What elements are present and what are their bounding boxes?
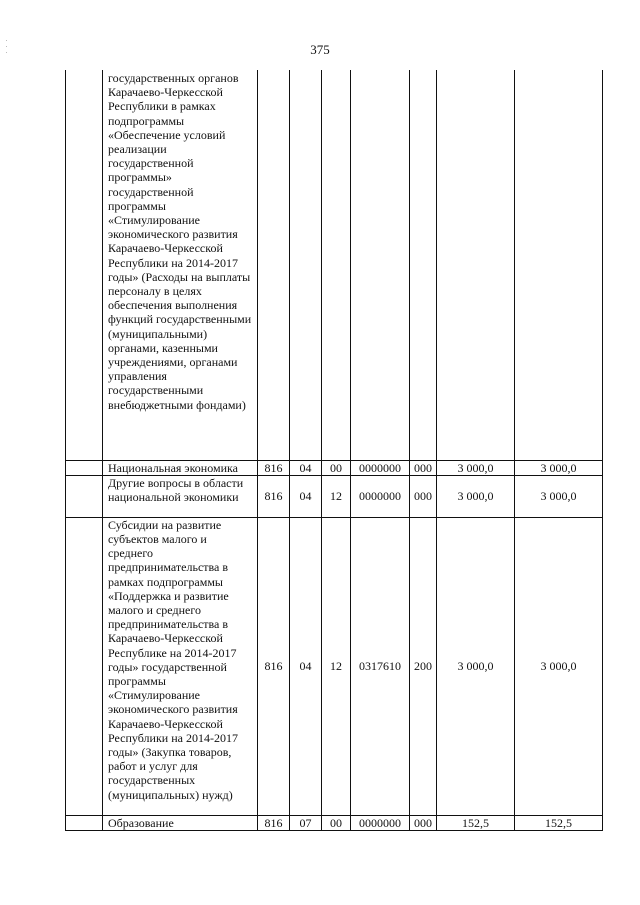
table-row <box>66 475 603 517</box>
ministry-code: 816 <box>258 475 290 517</box>
blank-cell <box>66 460 103 475</box>
amount-1: 3 000,0 <box>437 475 515 517</box>
type-code: 000 <box>410 815 437 830</box>
subsection-code: 12 <box>322 517 351 815</box>
subsection-code <box>322 70 351 460</box>
row-name: государственных органов Карачаево-Черкесской Республики в рамках подпрограммы «Обеспечение условий реализации государственной программы» государственной программы «Стимулирование экономического развития Карачаево-Черкесской Республики на 2014-2017 годы» (Расходы на выплаты персоналу в целях обеспечения выполнения функций государственными (муниципальными) органами, казенными учреждениями, органами управления государственными внебюджетными фондами) <box>103 70 258 460</box>
table-row <box>66 815 603 830</box>
blank-cell <box>66 70 103 460</box>
amount-2: 152,5 <box>515 815 603 830</box>
section-code: 04 <box>290 517 322 815</box>
target-code: 0000000 <box>351 475 410 517</box>
subsection-code: 00 <box>322 815 351 830</box>
scan-speck <box>6 40 7 41</box>
table-row <box>66 517 603 815</box>
ministry-code <box>258 70 290 460</box>
row-name: Другие вопросы в области национальной экономики <box>103 475 258 517</box>
type-code <box>410 70 437 460</box>
target-code: 0000000 <box>351 815 410 830</box>
amount-2: 3 000,0 <box>515 517 603 815</box>
blank-cell <box>66 517 103 815</box>
ministry-code: 816 <box>258 815 290 830</box>
ministry-code: 816 <box>258 517 290 815</box>
type-code: 000 <box>410 475 437 517</box>
amount-2 <box>515 70 603 460</box>
ministry-code: 816 <box>258 460 290 475</box>
target-code <box>351 70 410 460</box>
blank-cell <box>66 475 103 517</box>
subsection-code: 12 <box>322 475 351 517</box>
scan-speck <box>6 52 7 53</box>
row-name: Субсидии на развитие субъектов малого и среднего предпринимательства в рамках подпрограммы «Поддержка и развитие малого и среднего предпринимательства в Карачаево-Черкесской Республике на 2014-2017 годы» государственной программы «Стимулирование экономического развития Карачаево-Черкесской Республики на 2014-2017 годы» (Закупка товаров, работ и услуг для государственных (муниципальных) нужд) <box>103 517 258 815</box>
row-name: Образование <box>103 815 258 830</box>
target-code: 0317610 <box>351 517 410 815</box>
section-code: 04 <box>290 475 322 517</box>
row-name: Национальная экономика <box>103 460 258 475</box>
blank-cell <box>66 815 103 830</box>
amount-1: 152,5 <box>437 815 515 830</box>
section-code <box>290 70 322 460</box>
table-row <box>66 460 603 475</box>
amount-2: 3 000,0 <box>515 475 603 517</box>
target-code: 0000000 <box>351 460 410 475</box>
scan-speck <box>6 46 7 47</box>
page-number: 375 <box>310 42 330 57</box>
budget-table <box>65 70 603 831</box>
section-code: 04 <box>290 460 322 475</box>
section-code: 07 <box>290 815 322 830</box>
type-code: 000 <box>410 460 437 475</box>
table-row <box>66 70 603 460</box>
amount-1 <box>437 70 515 460</box>
type-code: 200 <box>410 517 437 815</box>
subsection-code: 00 <box>322 460 351 475</box>
amount-1: 3 000,0 <box>437 517 515 815</box>
amount-1: 3 000,0 <box>437 460 515 475</box>
amount-2: 3 000,0 <box>515 460 603 475</box>
